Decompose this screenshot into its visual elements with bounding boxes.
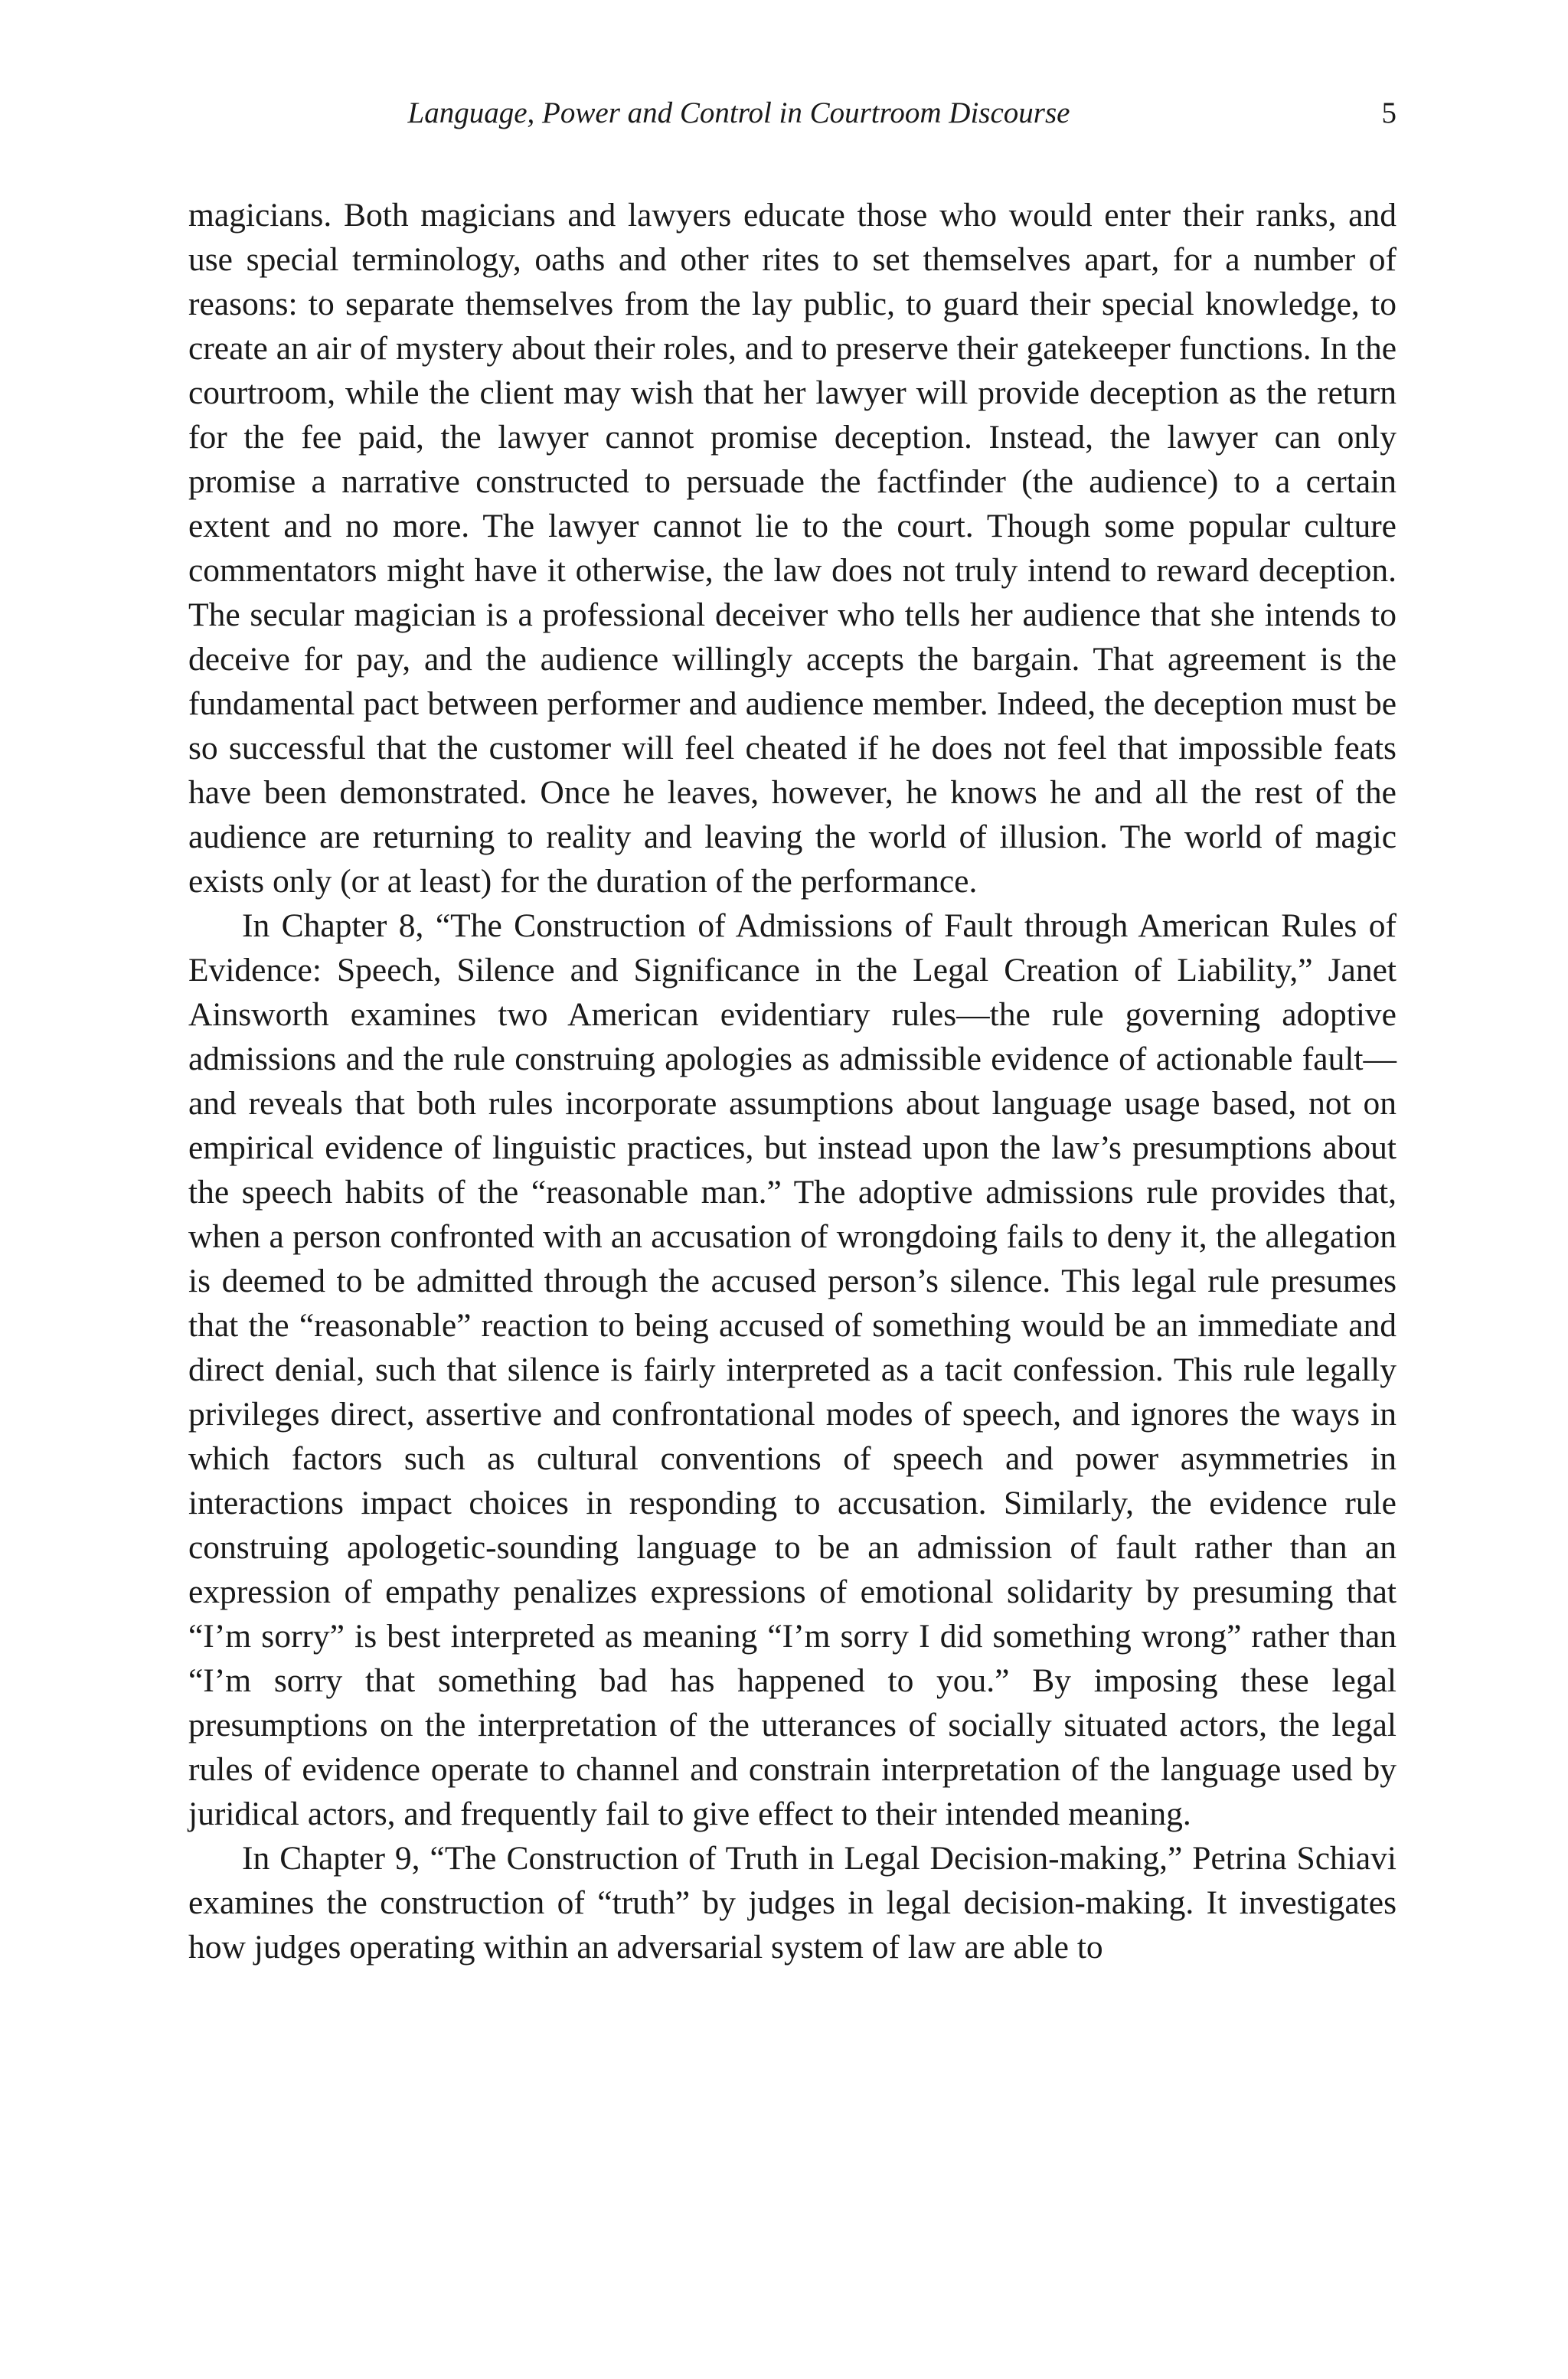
- body-text: [188, 193, 1396, 1969]
- page-number: 5: [1381, 96, 1396, 129]
- running-head: Language, Power and Control in Courtroom Discourse: [407, 96, 1070, 129]
- paragraph-chapter-9: In Chapter 9, “The Construction of Truth in Legal Decision-making,” Petrina Schiavi examines the construction of “truth” by judges in legal decision-making. It investigates how judges operating within an adversarial system of law are able to: [188, 1840, 1396, 1966]
- paragraph-continuation: magicians. Both magicians and lawyers educate those who would enter their ranks, and use special terminology, oaths and other rites to set themselves apart, for a number of reasons: to separate themselves from the lay public, to guard their special knowledge, to create an air of mystery about their roles, and to preserve their gatekeeper functions. In the courtroom, while the client may wish that her lawyer will provide deception as the return for the fee paid, the lawyer cannot promise deception. Instead, the lawyer can only promise a narrative constructed to persuade the factfinder (the audience) to a certain extent and no more. The lawyer cannot lie to the court. Though some popular culture commentators might have it otherwise, the law does not truly intend to reward deception. The secular magician is a professional deceiver who tells her audience that she intends to deceive for pay, and the audience willingly accepts the bargain. That agreement is the fundamental pact between performer and audience member. Indeed, the deception must be so successful that the customer will feel cheated if he does not feel that impossible feats have been demonstrated. Once he leaves, however, he knows he and all the rest of the audience are returning to reality and leaving the world of illusion. The world of magic exists only (or at least) for the duration of the performance.: [188, 197, 1396, 900]
- page-header: [188, 90, 1396, 136]
- paragraph-chapter-8: In Chapter 8, “The Construction of Admissions of Fault through American Rules of Evidence: Speech, Silence and Significance in the Legal Creation of Liability,” Janet Ainsworth examines two American evidentiary rules—the rule governing adoptive admissions and the rule construing apologies as admissible evidence of actionable fault—and reveals that both rules incorporate assumptions about language usage based, not on empirical evidence of linguistic practices, but instead upon the law’s presumptions about the speech habits of the “reasonable man.” The adoptive admissions rule provides that, when a person confronted with an accusation of wrongdoing fails to deny it, the allegation is deemed to be admitted through the accused person’s silence. This legal rule presumes that the “reasonable” reaction to being accused of something would be an immediate and direct denial, such that silence is fairly interpreted as a tacit confession. This rule legally privileges direct, assertive and confrontational modes of speech, and ignores the ways in which factors such as cultural conventions of speech and power asymmetries in interactions impact choices in responding to accusation. Similarly, the evidence rule construing apologetic-sounding language to be an admission of fault rather than an expression of empathy penalizes expressions of emotional solidarity by presuming that “I’m sorry” is best interpreted as meaning “I’m sorry I did something wrong” rather than “I’m sorry that something bad has happened to you.” By imposing these legal presumptions on the interpretation of the utterances of socially situated actors, the legal rules of evidence operate to channel and constrain interpretation of the language used by juridical actors, and frequently fail to give effect to their intended meaning.: [188, 907, 1396, 1832]
